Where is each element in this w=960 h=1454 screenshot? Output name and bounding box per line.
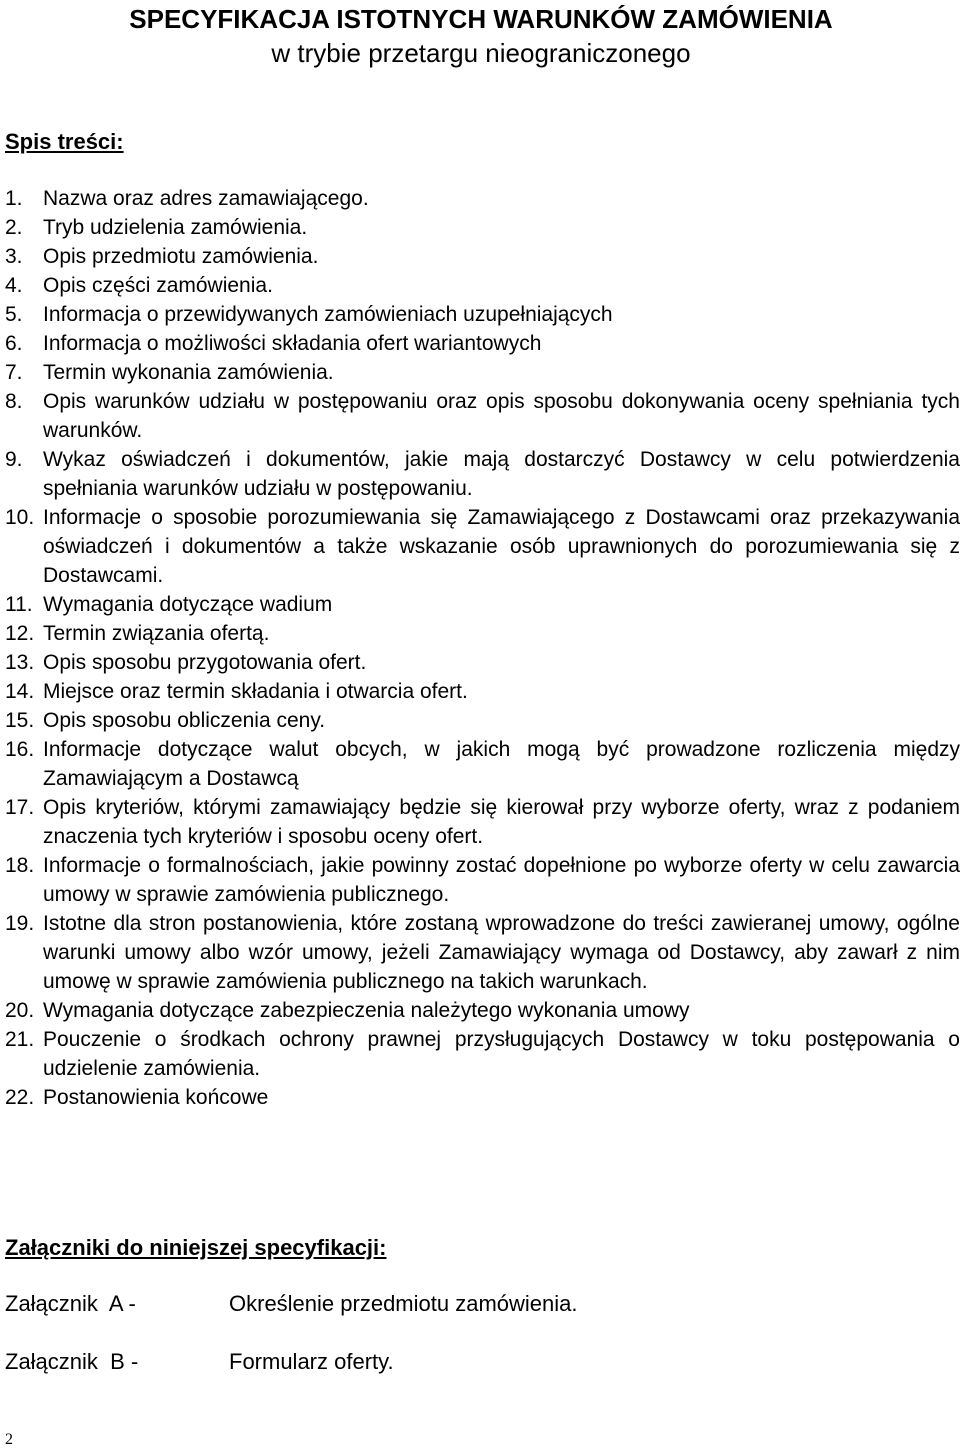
toc-item [0,851,960,909]
toc-item [0,387,960,445]
toc-item [0,184,960,213]
toc-item [0,996,960,1025]
attachment-label: Załącznik A - [5,1291,136,1316]
toc-item-number: 3. [5,245,23,268]
toc-item [0,1025,960,1083]
toc-item-number: 6. [5,332,23,355]
toc-item-number: 7. [5,361,23,384]
toc-item-number: 21. [5,1028,35,1051]
toc-item [0,1083,960,1112]
toc-item-text: Opis kryteriów, którymi zamawiający będzie się kierował przy wyborze oferty, wraz z podaniem znaczenia tych kryteriów i sposobu oceny ofert. [43,796,960,848]
toc-item [0,648,960,677]
attachment-description: Formularz oferty. [229,1349,394,1374]
toc-item-number: 22. [5,1086,35,1109]
toc-item [0,445,960,503]
toc-item [0,358,960,387]
toc-heading: Spis treści: [5,129,124,154]
toc-item-number: 20. [5,999,35,1022]
toc-item-text: Informacje dotyczące walut obcych, w jakich mogą być prowadzone rozliczenia między Zamawiającym a Dostawcą [43,738,960,790]
toc-item-text: Postanowienia końcowe [43,1086,269,1109]
attachments-heading: Załączniki do niniejszej specyfikacji: [5,1235,387,1260]
toc-item-text: Termin związania ofertą. [43,622,270,645]
toc-item-text: Wymagania dotyczące wadium [43,593,333,616]
toc-item [0,213,960,242]
toc-item-text: Nazwa oraz adres zamawiającego. [43,187,369,210]
toc-item [0,271,960,300]
toc-item-text: Termin wykonania zamówienia. [43,361,334,384]
toc-item [0,503,960,590]
toc-item-number: 2. [5,216,23,239]
toc-item-number: 11. [5,593,33,616]
toc-item-number: 14. [5,680,35,703]
toc-item-number: 19. [5,912,35,935]
toc-item [0,300,960,329]
toc-item-text: Tryb udzielenia zamówienia. [43,216,308,239]
document-title: SPECYFIKACJA ISTOTNYCH WARUNKÓW ZAMÓWIENIA [129,4,833,34]
toc-item-text: Informacje o sposobie porozumiewania się Zamawiającego z Dostawcami oraz przekazywania oświadczeń i dokumentów a także wskazanie osób uprawnionych do porozumiewania się z Dostawcami. [43,506,960,587]
table-of-contents [0,184,960,1112]
toc-item-number: 12. [5,622,35,645]
toc-item-number: 17. [5,796,35,819]
attachment-description: Określenie przedmiotu zamówienia. [229,1291,578,1316]
toc-item-text: Opis sposobu przygotowania ofert. [43,651,367,674]
toc-item-text: Informacja o możliwości składania ofert wariantowych [43,332,542,355]
toc-item [0,909,960,996]
toc-item-text: Wymagania dotyczące zabezpieczenia należytego wykonania umowy [43,999,690,1022]
toc-item-text: Informacja o przewidywanych zamówieniach uzupełniających [43,303,613,326]
toc-item [0,793,960,851]
toc-item-number: 10. [5,506,35,529]
toc-item-text: Opis warunków udziału w postępowaniu oraz opis sposobu dokonywania oceny spełniania tych warunków. [43,390,960,442]
toc-item-number: 13. [5,651,35,674]
toc-item [0,590,960,619]
toc-item-number: 8. [5,390,23,413]
toc-item-text: Miejsce oraz termin składania i otwarcia ofert. [43,680,468,703]
toc-item-text: Istotne dla stron postanowienia, które zostaną wprowadzone do treści zawieranej umowy, ogólne warunki umowy albo wzór umowy, jeżeli Zamawiający wymaga od Dostawcy, aby zawarł z nim umowę w sprawie zamówienia publicznego na takich warunkach. [43,912,960,993]
toc-item [0,619,960,648]
attachments-list [0,1290,960,1406]
toc-item [0,329,960,358]
toc-item-text: Opis części zamówienia. [43,274,273,297]
attachment-label: Załącznik B - [5,1349,139,1374]
attachment-row [0,1348,960,1406]
toc-item [0,677,960,706]
toc-item-number: 4. [5,274,23,297]
toc-item-number: 5. [5,303,23,326]
document-subtitle: w trybie przetargu nieograniczonego [271,38,691,68]
toc-item-number: 9. [5,448,23,471]
toc-item-text: Informacje o formalnościach, jakie powinny zostać dopełnione po wyborze oferty w celu zawarcia umowy w sprawie zamówienia publicznego. [43,854,960,906]
toc-item-text: Opis sposobu obliczenia ceny. [43,709,326,732]
toc-item-number: 16. [5,738,35,761]
toc-item-text: Opis przedmiotu zamówienia. [43,245,319,268]
toc-item-number: 18. [5,854,35,877]
toc-item [0,706,960,735]
toc-item-number: 1. [5,187,23,210]
attachment-row [0,1290,960,1348]
toc-item [0,735,960,793]
page-number: 2 [5,1431,13,1448]
toc-item-number: 15. [5,709,35,732]
toc-item [0,242,960,271]
toc-item-text: Wykaz oświadczeń i dokumentów, jakie mają dostarczyć Dostawcy w celu potwierdzenia spełniania warunków udziału w postępowaniu. [43,448,960,500]
toc-item-text: Pouczenie o środkach ochrony prawnej przysługujących Dostawcy w toku postępowania o udzielenie zamówienia. [43,1028,960,1080]
